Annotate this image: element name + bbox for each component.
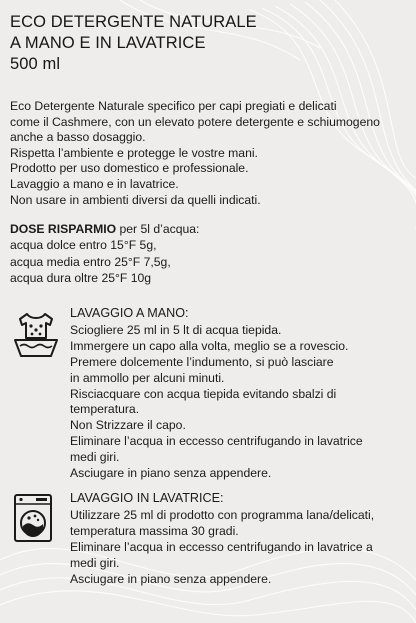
description-line: Non usare in ambienti diversi da quelli indicati. xyxy=(10,192,261,207)
description-line: anche a basso dosaggio. xyxy=(10,130,146,145)
dose-heading xyxy=(10,221,410,237)
hand-wash-line: Premere dolcemente l’indumento, si può lasciare xyxy=(70,354,334,369)
hand-wash-line: temperatura. xyxy=(70,402,140,417)
hand-wash-text xyxy=(70,306,416,482)
title-volume: 500 ml xyxy=(10,55,61,73)
machine-wash-line: temperatura massima 30 gradi. xyxy=(70,523,239,538)
hand-wash-line: Eliminare l’acqua in eccesso centrifugando in lavatrice xyxy=(70,434,363,449)
title-line: A MANO E IN LAVATRICE xyxy=(10,34,206,52)
dose-line: acqua dolce entro 15°F 5g, xyxy=(10,238,157,253)
hand-wash-line: Immergere un capo alla volta, meglio se a rovescio. xyxy=(70,338,349,353)
dose-line: acqua media entro 25°F 7,5g, xyxy=(10,254,171,269)
hand-wash-line: in ammollo per alcuni minuti. xyxy=(70,370,225,385)
machine-wash-line: medi giri. xyxy=(70,555,120,570)
machine-wash-line: Utilizzare 25 ml di prodotto con programma lana/delicati, xyxy=(70,507,375,522)
description-line: Eco Detergente Naturale specifico per capi pregiati e delicati xyxy=(10,99,337,113)
dose-label: DOSE RISPARMIO xyxy=(10,222,117,237)
title-line: ECO DETERGENTE NATURALE xyxy=(10,13,257,31)
product-description xyxy=(10,99,410,208)
hand-wash-basin-icon xyxy=(10,308,62,360)
hand-wash-line: Risciacquare con acqua tiepida evitando sbalzi di xyxy=(70,386,337,401)
hand-wash-line: medi giri. xyxy=(70,450,120,465)
machine-wash-text xyxy=(70,491,416,587)
hand-wash-line: Sciogliere 25 ml in 5 lt di acqua tiepida. xyxy=(70,322,282,337)
dose-suffix: per 5l d’acqua: xyxy=(116,222,200,237)
washing-machine-icon xyxy=(12,493,54,545)
hand-wash-line: Non Strizzare il capo. xyxy=(70,418,186,433)
description-line: Rispetta l’ambiente e protegge le vostre mani. xyxy=(10,145,258,160)
machine-wash-line: Asciugare in piano senza appendere. xyxy=(70,571,272,586)
dose-section xyxy=(10,221,410,286)
product-title xyxy=(10,12,410,75)
machine-wash-heading: LAVAGGIO IN LAVATRICE: xyxy=(70,491,224,505)
description-line: Lavaggio a mano e in lavatrice. xyxy=(10,176,179,191)
dose-line: acqua dura oltre 25°F 10g xyxy=(10,270,152,285)
hand-wash-heading: LAVAGGIO A MANO: xyxy=(70,306,189,320)
hand-wash-line: Asciugare in piano senza appendere. xyxy=(70,466,272,481)
description-line: come il Cashmere, con un elevato potere detergente e schiumogeno xyxy=(10,114,380,129)
machine-wash-line: Eliminare l’acqua in eccesso centrifugando in lavatrice a xyxy=(70,539,373,554)
description-line: Prodotto per uso domestico e professionale. xyxy=(10,161,249,176)
label-page xyxy=(10,12,410,286)
